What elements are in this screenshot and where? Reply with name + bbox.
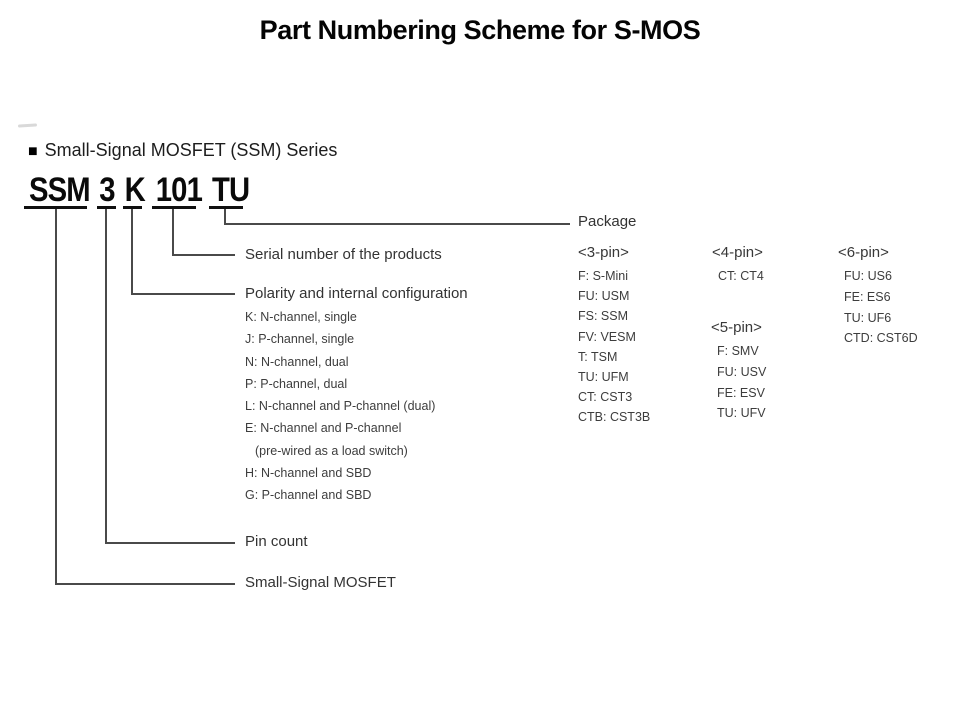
- package-item: FE: ESV: [717, 385, 765, 400]
- polarity-option: E: N-channel and P-channel: [245, 421, 402, 436]
- package-group-5pin: [711, 319, 766, 424]
- callout-polarity: Polarity and internal configuration: [245, 285, 468, 302]
- package-group-heading: <3-pin>: [578, 244, 629, 261]
- connector-polarity-vertical: [131, 209, 133, 295]
- polarity-option: G: P-channel and SBD: [245, 488, 372, 503]
- polarity-option: H: N-channel and SBD: [245, 466, 372, 481]
- callout-series-name: Small-Signal MOSFET: [245, 574, 396, 591]
- package-item-list: [711, 341, 766, 424]
- package-group-4pin: [712, 244, 764, 286]
- package-item-list: [838, 266, 918, 349]
- package-item: FU: USM: [578, 289, 630, 304]
- polarity-option-note: (pre-wired as a load switch): [255, 443, 408, 458]
- polarity-option-list: [245, 306, 435, 507]
- part-segment-pin-count: 3: [98, 171, 115, 209]
- package-item: CT: CT4: [718, 269, 764, 283]
- connector-pincount-vertical: [105, 209, 107, 544]
- connector-polarity-horizontal: [131, 293, 235, 295]
- package-item: CT: CST3: [578, 390, 633, 405]
- part-segment-serial: 101: [152, 174, 196, 209]
- package-group-6pin: [838, 244, 918, 349]
- polarity-option: P: P-channel, dual: [245, 376, 348, 391]
- package-item: FE: ES6: [844, 289, 891, 304]
- polarity-option: L: N-channel and P-channel (dual): [245, 399, 436, 414]
- page-title: Part Numbering Scheme for S-MOS: [259, 15, 701, 45]
- part-segment-polarity: K: [124, 171, 145, 209]
- connector-series-horizontal: [55, 583, 235, 585]
- package-item: TU: UFV: [717, 406, 766, 421]
- callout-serial: Serial number of the products: [245, 246, 442, 263]
- package-item: CTB: CST3B: [578, 410, 651, 425]
- callout-pin-count: Pin count: [245, 533, 308, 550]
- package-item-list: [712, 266, 764, 286]
- package-item: F: SMV: [717, 344, 759, 358]
- connector-serial-vertical: [172, 209, 174, 256]
- package-group-3pin: [578, 244, 650, 428]
- package-group-heading: <4-pin>: [712, 244, 763, 261]
- connector-package-horizontal: [224, 223, 570, 225]
- scan-artifact-mark: [18, 123, 37, 127]
- package-item: TU: UF6: [844, 310, 892, 325]
- package-item: T: TSM: [578, 349, 618, 364]
- package-item: F: S-Mini: [578, 269, 628, 283]
- series-header-label: Small-Signal MOSFET (SSM) Series: [44, 140, 338, 160]
- package-item: FS: SSM: [578, 309, 629, 324]
- connector-serial-horizontal: [172, 254, 235, 256]
- part-segment-package: TU: [209, 174, 243, 209]
- package-group-heading: <5-pin>: [711, 319, 762, 336]
- polarity-option: N: N-channel, dual: [245, 354, 349, 369]
- part-segment-series-prefix: SSM: [24, 174, 87, 209]
- package-item: FU: US6: [844, 269, 892, 283]
- package-item: FV: VESM: [578, 329, 636, 344]
- connector-pincount-horizontal: [105, 542, 235, 544]
- connector-series-vertical: [55, 209, 57, 585]
- callout-package: Package: [578, 213, 637, 230]
- square-bullet-icon: ■: [28, 143, 38, 160]
- package-item: FU: USV: [717, 364, 767, 379]
- package-group-heading: <6-pin>: [838, 244, 889, 261]
- polarity-option: J: P-channel, single: [245, 332, 355, 347]
- series-header: [28, 140, 337, 161]
- polarity-option: K: N-channel, single: [245, 310, 357, 324]
- package-item-list: [578, 266, 650, 428]
- package-item: CTD: CST6D: [844, 331, 918, 346]
- package-item: TU: UFM: [578, 370, 629, 385]
